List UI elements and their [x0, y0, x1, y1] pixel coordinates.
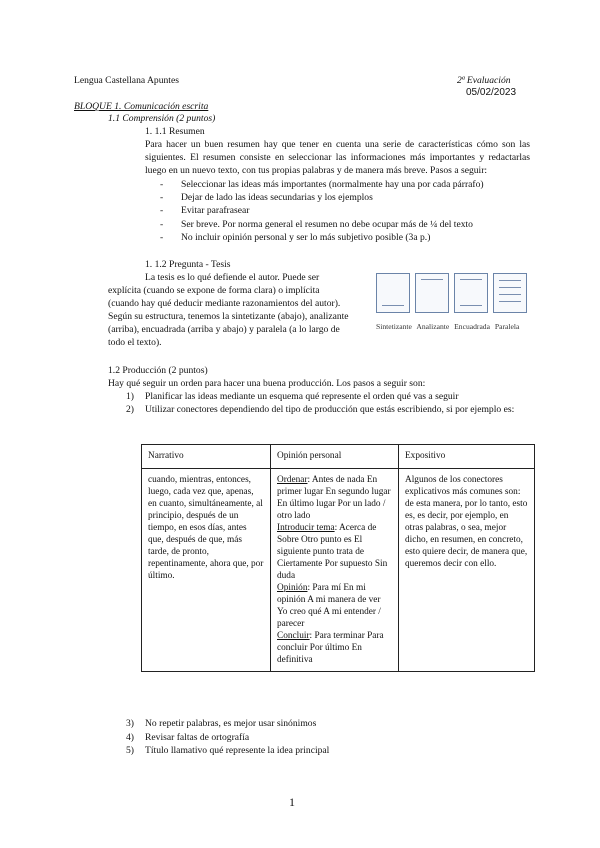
- list-item: 3) No repetir palabras, es mejor usar sinónimos: [126, 718, 317, 729]
- diagram-label: Analizante: [416, 322, 450, 331]
- list-item: - Ser breve. Por norma general el resumen no debe ocupar más de ¼ del texto: [160, 218, 540, 231]
- summary-paragraph: Para hacer un buen resumen hay que tener en cuenta una serie de características cómo son las siguientes. El resumen consiste en seleccionar las informaciones más importantes y redactarlas luego en un nuevo texto, con tus propias palabras y de manera más breve. Pasos a seguir:: [145, 139, 530, 176]
- sintetizante-diagram: [376, 273, 410, 313]
- column-header-opinion: Opinión personal: [271, 445, 399, 469]
- production-steps-list: [126, 390, 536, 416]
- diagram-label: Encuadrada: [454, 322, 490, 331]
- diagram-label: Paralela: [494, 322, 520, 331]
- list-item: - No incluir opinión personal y ser lo más subjetivo posible (3a p.): [160, 231, 540, 244]
- production-intro: Hay qué seguir un orden para hacer una buena producción. Los pasos a seguir son:: [108, 378, 426, 389]
- page-number: 1: [289, 795, 295, 809]
- encuadrada-diagram: [454, 273, 488, 313]
- opinion-connectors: Ordenar: Antes de nada En primer lugar En segundo lugar En último lugar Por un lado / otro lado Introducir tema: Acerca de Sobre Otro punto es El siguiente punto trata de Ciertamente Por supuesto Sin duda Opinión: Para mí En mi opinión A mi manera de ver Yo creo qué A mi entender / parecer Concluir: Para terminar Para concluir Por último En definitiva: [271, 469, 399, 672]
- thesis-heading: 1. 1.2 Pregunta - Tesis: [145, 259, 231, 270]
- narrativo-connectors: cuando, mientras, entonces, luego, cada vez que, apenas, en cuanto, simultáneamente, al principio, después de un tiempo, en esos días, antes que, después de que, más tarde, de pronto, repentinamente, ahora que, por último.: [142, 469, 271, 672]
- block-title: BLOQUE 1. Comunicación escrita: [74, 101, 209, 112]
- header-left: Lengua Castellana Apuntes: [74, 75, 179, 86]
- thesis-paragraph: La tesis es lo qué defiende el autor. Puede ser explícita (cuando se expone de forma clara) o implícita (cuando hay qué deducir mediante razonamientos del autor). Según su estructura, tenemos la sintetizante (abajo), analizante (arriba), encuadrada (arriba y abajo) y paralela (a lo largo de todo el texto).: [108, 272, 349, 348]
- thesis-structure-diagrams: [376, 273, 527, 313]
- table-row: [142, 469, 535, 672]
- thesis-diagram-labels: [376, 320, 522, 333]
- column-header-narrativo: Narrativo: [142, 445, 271, 469]
- list-item: 5) Título llamativo qué represente la idea principal: [126, 745, 330, 756]
- comprehension-title: 1.1 Comprensión (2 puntos): [108, 113, 216, 124]
- summary-bullet-list: [160, 178, 540, 244]
- list-item: 2) Utilizar conectores dependiendo del tipo de producción que estás escribiendo, si por ejemplo es:: [126, 404, 515, 415]
- header-evaluation: 2ª Evaluación: [457, 75, 511, 86]
- list-item: - Seleccionar las ideas más importantes (normalmente hay una por cada párrafo): [160, 178, 540, 191]
- expositivo-connectors: Algunos de los conectores explicativos más comunes son: de esta manera, por lo tanto, esto es, es decir, por ejemplo, en otras palabras, o sea, mejor dicho, en resumen, en concreto, esto quiere decir, de manera que, queremos decir con ello.: [399, 469, 535, 672]
- diagram-label: Sintetizante: [376, 322, 412, 331]
- list-item: - Dejar de lado las ideas secundarias y los ejemplos: [160, 191, 540, 204]
- analizante-diagram: [415, 273, 449, 313]
- production-title: 1.2 Producción (2 puntos): [108, 365, 208, 376]
- header-date: 05/02/2023: [466, 87, 517, 98]
- column-header-expositivo: Expositivo: [399, 445, 535, 469]
- list-item: - Evitar parafrasear: [160, 204, 540, 217]
- production-steps-list-continued: [126, 717, 536, 758]
- summary-heading: 1. 1.1 Resumen: [145, 126, 205, 137]
- connectors-table: [141, 444, 535, 672]
- list-item: 4) Revisar faltas de ortografía: [126, 731, 250, 743]
- list-item: 1) Planificar las ideas mediante un esquema qué represente el orden qué vas a seguir: [126, 391, 459, 402]
- table-header-row: [142, 445, 535, 469]
- paralela-diagram: [493, 273, 527, 313]
